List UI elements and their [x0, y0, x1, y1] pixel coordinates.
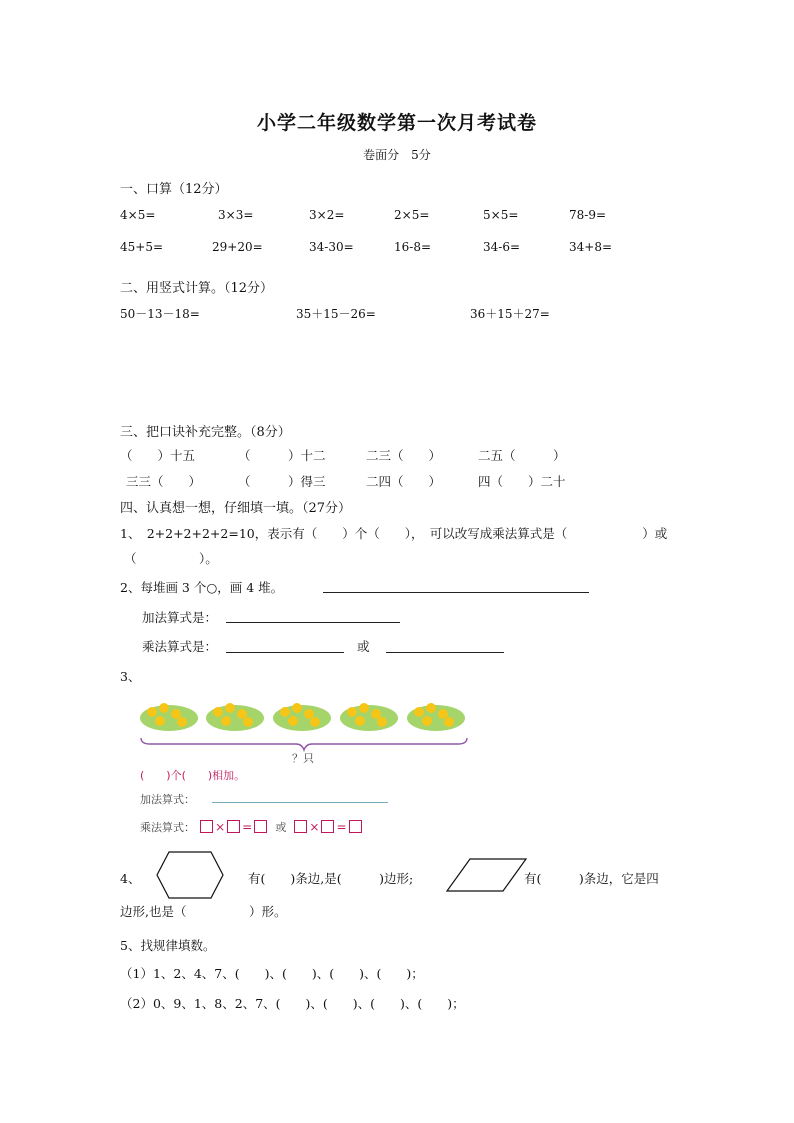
s3-r1-c4: 二五（ ） — [478, 448, 566, 463]
page-title: 小学二年级数学第一次月考试卷 — [256, 112, 537, 134]
q2-draw-line[interactable] — [323, 592, 589, 593]
q3-or: 或 — [275, 820, 287, 834]
brace-shape — [141, 738, 467, 750]
s3-r1-c2: （ ）十二 — [238, 448, 326, 463]
times-sign-2: × — [309, 819, 320, 834]
answer-box-2[interactable] — [227, 820, 240, 833]
q5-line2: （2）0、9、1、8、2、7、( )、( )、( )、( )； — [120, 996, 465, 1011]
q2-mul-answer-line-1[interactable] — [226, 652, 344, 653]
q4-text2: 有( )条边，它是四 — [524, 871, 659, 886]
parallelogram-shape — [446, 858, 528, 892]
s1-r2-c6: 34+8= — [569, 240, 613, 254]
s3-r2-c4: 四（ ）二十 — [478, 474, 566, 489]
chick-group-1 — [140, 703, 198, 731]
equals-sign-2: = — [336, 819, 347, 834]
s1-r1-c1: 4×5= — [120, 208, 156, 222]
section3-heading: 三、把口诀补充完整。（8分） — [120, 425, 291, 440]
s2-item-3: 36＋15＋27= — [470, 307, 550, 321]
answer-box-3[interactable] — [254, 820, 267, 833]
q2-add-label: 加法算式是： — [142, 610, 218, 625]
q4-text3: 边形,也是（ ）形。 — [120, 904, 287, 919]
q4-text1: 有( )条边,是( )边形; — [248, 871, 414, 886]
page-subtitle: 卷面分 5分 — [363, 148, 431, 162]
answer-box-1[interactable] — [200, 820, 213, 833]
section2-heading: 二、用竖式计算。（12分） — [120, 281, 274, 296]
q2-text: 2、每堆画 3 个○，画 4 堆。 — [120, 580, 284, 595]
times-sign-1: × — [215, 819, 226, 834]
s1-r1-c3: 3×2= — [309, 208, 345, 222]
s3-r2-c2: （ ）得三 — [238, 474, 326, 489]
q4-label: 4、 — [120, 871, 141, 886]
equals-sign-1: = — [242, 819, 253, 834]
q3-question-mark: ？只 — [292, 752, 314, 765]
s1-r2-c3: 34-30= — [309, 240, 354, 254]
chick-group-5 — [407, 703, 465, 731]
chick-group-3 — [273, 703, 331, 731]
q1-line2: （ ）。 — [124, 551, 218, 566]
s1-r1-c4: 2×5= — [394, 208, 430, 222]
chick-group-2 — [206, 703, 264, 731]
s1-r1-c5: 5×5= — [483, 208, 519, 222]
section1-heading: 一、口算（12分） — [120, 182, 228, 197]
q3-add-answer-line[interactable] — [212, 802, 388, 803]
s3-r2-c3: 二四（ ） — [366, 474, 442, 489]
q3-mul-row — [140, 816, 362, 835]
s1-r1-c6: 78-9= — [569, 208, 607, 222]
answer-box-4[interactable] — [294, 820, 307, 833]
section4-heading: 四、认真想一想，仔细填一填。（27分） — [120, 501, 352, 516]
s2-item-1: 50－13－18= — [120, 307, 200, 321]
q1-line1: 1、 2+2+2+2+2=10，表示有（ ）个（ ）， 可以改写成乘法算式是（ ）或 — [120, 526, 668, 541]
q5-heading: 5、找规律填数。 — [120, 938, 216, 953]
s1-r2-c2: 29+20= — [212, 240, 263, 254]
answer-box-5[interactable] — [321, 820, 334, 833]
q5-line1: （1）1、2、4、7、( )、( )、( )、( )； — [120, 966, 424, 981]
q2-mul-answer-line-2[interactable] — [386, 652, 504, 653]
s1-r2-c5: 34-6= — [483, 240, 521, 254]
s3-r1-c1: （ ）十五 — [120, 448, 196, 463]
s1-r2-c4: 16-8= — [394, 240, 432, 254]
s1-r2-c1: 45+5= — [120, 240, 164, 254]
q3-add-label: 加法算式： — [140, 793, 195, 806]
chick-group-4 — [340, 703, 398, 731]
q3-mul-label: 乘法算式： — [140, 821, 195, 834]
q2-add-answer-line[interactable] — [226, 622, 400, 623]
s2-item-2: 35＋15－26= — [296, 307, 376, 321]
s1-r1-c2: 3×3= — [218, 208, 254, 222]
answer-box-6[interactable] — [349, 820, 362, 833]
hexagon-shape — [155, 851, 225, 899]
s3-r2-c1: 三三（ ） — [126, 474, 202, 489]
s3-r1-c3: 二三（ ） — [366, 448, 442, 463]
q2-mul-label: 乘法算式是： — [142, 639, 218, 654]
q3-fill-text: ( )个( )相加。 — [140, 769, 246, 782]
chick-groups-illustration — [138, 694, 472, 754]
q2-or: 或 — [357, 639, 370, 654]
q3-label: 3、 — [120, 669, 141, 684]
